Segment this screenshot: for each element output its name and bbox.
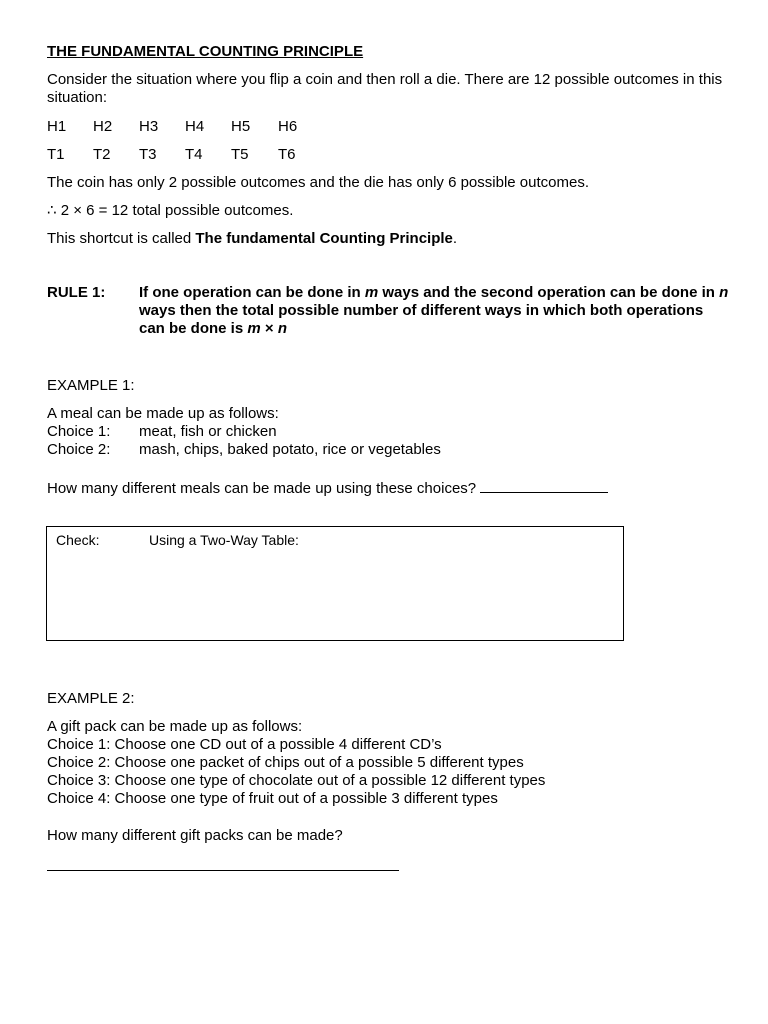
outcome-cell: H2	[93, 118, 113, 135]
choice-text: mash, chips, baked potato, rice or vegetables	[139, 441, 441, 458]
outcome-cell: T5	[231, 146, 249, 163]
outcome-cell: H5	[231, 118, 251, 135]
example-2-heading: EXAMPLE 2:	[47, 690, 135, 707]
formula-m: m	[247, 320, 261, 337]
outcome-cell: T3	[139, 146, 157, 163]
outcome-cell: H3	[139, 118, 159, 135]
outcome-cell: T6	[278, 146, 296, 163]
shortcut-suffix: .	[452, 230, 458, 247]
outcome-cell: T1	[47, 146, 65, 163]
example-1-heading: EXAMPLE 1:	[47, 377, 135, 394]
calculation-text: 2 × 6 = 12 total possible outcomes.	[60, 202, 294, 219]
example-2-intro: A gift pack can be made up as follows:	[47, 718, 303, 735]
example-2-choice: Choice 2: Choose one packet of chips out of a possible 5 different types	[47, 754, 524, 771]
rule-var-n: n	[719, 284, 729, 301]
answer-blank[interactable]	[480, 478, 608, 493]
formula-n: n	[277, 320, 287, 337]
example-1-choice-1	[47, 423, 277, 441]
rule-part-1: If one operation can be done in	[139, 284, 365, 301]
rule-label: RULE 1:	[47, 284, 106, 301]
rule-part-3: ways then the total possible number of different ways in which both operations can be done is	[139, 302, 704, 337]
choice-text: meat, fish or chicken	[139, 423, 277, 440]
question-text: How many different meals can be made up using these choices?	[47, 480, 477, 497]
example-2-choice: Choice 3: Choose one type of chocolate out of a possible 12 different types	[47, 772, 546, 789]
calculation-line	[47, 202, 293, 220]
example-2-choice: Choice 4: Choose one type of fruit out of a possible 3 different types	[47, 790, 498, 807]
example-1-intro: A meal can be made up as follows:	[47, 405, 279, 422]
therefore-symbol: ∴	[47, 202, 57, 219]
example-2-choice: Choice 1: Choose one CD out of a possible 4 different CD’s	[47, 736, 442, 753]
page-title: THE FUNDAMENTAL COUNTING PRINCIPLE	[47, 43, 364, 60]
outcome-cell: H1	[47, 118, 67, 135]
choice-label: Choice 2:	[47, 441, 111, 458]
example-1-question	[47, 478, 608, 498]
coin-die-sentence: The coin has only 2 possible outcomes and the die has only 6 possible outcomes.	[47, 174, 589, 191]
rule-var-m: m	[364, 284, 379, 301]
outcome-cell: H6	[278, 118, 298, 135]
shortcut-sentence	[47, 230, 457, 248]
formula-times: ×	[260, 320, 278, 337]
outcome-cell: T4	[185, 146, 203, 163]
principle-name: The fundamental Counting Principle	[195, 230, 453, 247]
outcome-cell: T2	[93, 146, 111, 163]
example-1-choice-2	[47, 441, 441, 459]
intro-paragraph: Consider the situation where you flip a coin and then roll a die. There are 12 possible outcomes in this situation:	[47, 71, 723, 106]
example-2-answer-line[interactable]	[47, 856, 399, 876]
check-label: Check:	[56, 532, 100, 548]
check-method: Using a Two-Way Table:	[149, 532, 299, 548]
example-2-question: How many different gift packs can be made?	[47, 827, 343, 844]
answer-blank[interactable]	[47, 856, 399, 871]
check-box[interactable]	[46, 526, 624, 641]
rule-part-2: ways and the second operation can be done in	[378, 284, 720, 301]
shortcut-prefix: This shortcut is called	[47, 230, 196, 247]
choice-label: Choice 1:	[47, 423, 111, 440]
rule-statement	[139, 284, 729, 338]
outcome-cell: H4	[185, 118, 205, 135]
